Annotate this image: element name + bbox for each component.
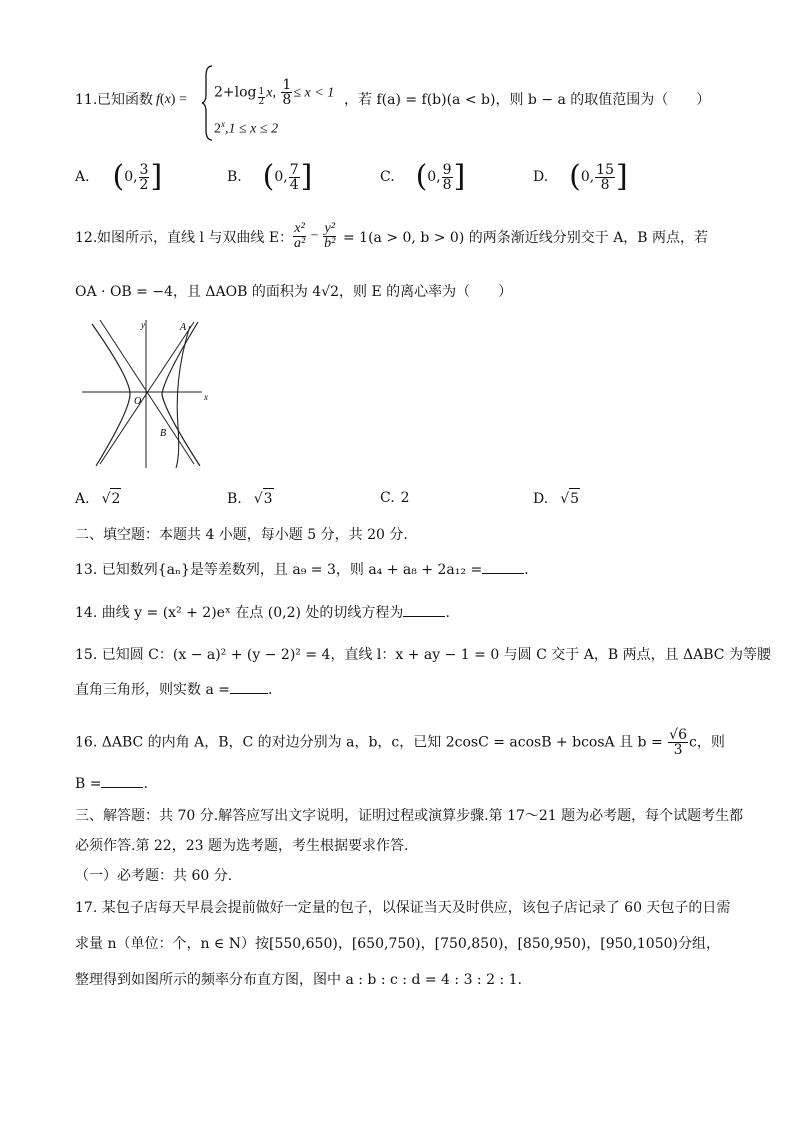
q11-option-a: A. (0, $\frac{3}{2}$ ] (75, 159, 163, 194)
section-3-line2: 必须作答.第 22，23 题为选考题，考生根据要求作答. (75, 838, 409, 854)
q12-number: 12. (75, 230, 98, 246)
q16-line2: B = . (75, 776, 148, 792)
label-y: y (141, 320, 145, 330)
q17-line3: 整理得到如图所示的频率分布直方图，图中 a : b : c : d = 4 : 3 : 2 : 1. (75, 972, 522, 988)
label-a: A (180, 322, 187, 333)
q11-case2: $2^x,1 \le x \le 2$ (214, 119, 279, 137)
q12-option-b: B. √3 (227, 488, 274, 509)
q17-line1: 17. 某包子店每天早晨会提前做好一定量的包子，以保证当天及时供应，该包子店记录了 60 天包子的日需 (75, 900, 731, 916)
q13: 13. 已知数列{aₙ}是等差数列，且 a₉ = 3，则 a₄ + a₈ + 2a₁₂ = . (75, 562, 529, 578)
q11-case1: 2+log $_{\frac{1}{2}}$ x, $\frac{1}{8}$ ≤ x < 1 (214, 77, 335, 108)
q12-option-c: C. 2 (380, 490, 410, 506)
q15-line2: 直角三角形，则实数 a = . (75, 682, 273, 698)
q12-hyperbola-figure (78, 316, 228, 476)
q11-piecewise-brace (201, 64, 215, 142)
q14: 14. 曲线 y = (x² + 2)eˣ 在点 (0,2) 处的切线方程为 . (75, 605, 450, 621)
q12-option-d: D. √5 (533, 488, 580, 509)
label-o: O (134, 396, 142, 407)
q11-lead-text: 已知函数 (97, 92, 153, 108)
q16-line1: 16. ΔABC 的内角 A，B，C 的对边分别为 a，b，c，已知 2cosC = acosB + bcosA 且 b = $\frac{√6}{3}$ c，则 (75, 727, 725, 758)
q11-option-c: C. (0, $\frac{9}{8}$ ] (380, 159, 466, 194)
q11-tail-text: ，若 f(a) = f(b)(a < b)，则 b − a 的取值范围为（ ） (344, 92, 711, 108)
label-b: B (160, 428, 167, 439)
q12-option-a: A. √2 (75, 488, 121, 509)
hyperbola-left-branch (92, 324, 130, 466)
q11-function-name: f(x) = (156, 92, 187, 107)
label-x: x (204, 392, 208, 402)
q12-hyperbola-equation: $\frac{\text{x²}}{\text{a²}}$ − $\frac{\text{y²}}{\text{b²}}$ (294, 221, 336, 251)
q11-option-d: D. (0, $\frac{15}{8}$ ] (533, 159, 628, 194)
section-3-line1: 三、解答题：共 70 分.解答应写出文字说明，证明过程或演算步骤.第 17～21 题为必考题，每个试题考生都 (75, 808, 744, 824)
q11-option-b: B. (0, $\frac{7}{4}$ ] (227, 159, 313, 194)
q15-line1: 15. 已知圆 C：(x − a)² + (y − 2)² = 4，直线 l：x + ay − 1 = 0 与圆 C 交于 A，B 两点，且 ΔABC 为等腰 (75, 647, 771, 663)
q12-line2: OA · OB = −4，且 ΔAOB 的面积为 4√2，则 E 的离心率为（ ） (75, 284, 513, 300)
q11-number: 11. (75, 92, 98, 108)
q12-line1-b: = 1(a > 0, b > 0) 的两条渐近线分别交于 A，B 两点，若 (343, 230, 709, 246)
subsection-1-heading: （一）必考题：共 60 分. (75, 868, 233, 884)
section-2-heading: 二、填空题：本题共 4 小题，每小题 5 分，共 20 分. (75, 527, 408, 543)
q12-line1-a: 如图所示，直线 l 与双曲线 E： (97, 230, 294, 246)
q17-line2: 求量 n（单位：个，n ∈ N）按[550,650)，[650,750)，[750,850)，[850,950)，[950,1050)分组， (75, 936, 720, 952)
